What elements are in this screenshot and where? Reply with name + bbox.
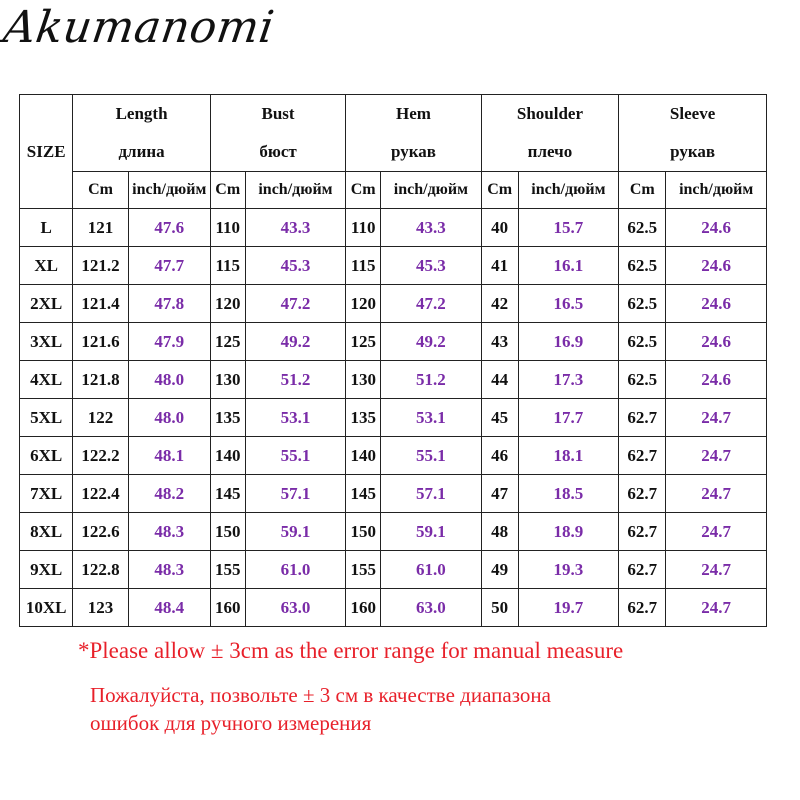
cm-value-cell: 62.5 [619,285,666,323]
group-label-en: Length [115,104,168,123]
unit-inch-header: inch/дюйм [128,172,210,209]
inch-value-cell: 47.6 [128,209,210,247]
cm-value-cell: 62.7 [619,513,666,551]
cm-value-cell: 121.2 [73,247,128,285]
inch-value-cell: 45.3 [381,247,482,285]
inch-value-cell: 16.5 [518,285,619,323]
inch-value-cell: 24.7 [666,589,767,627]
size-cell: 3XL [20,323,73,361]
inch-value-cell: 47.8 [128,285,210,323]
inch-value-cell: 48.1 [128,437,210,475]
inch-value-cell: 24.7 [666,399,767,437]
cm-value-cell: 123 [73,589,128,627]
cm-value-cell: 62.7 [619,399,666,437]
error-range-note-russian [90,681,551,737]
cm-value-cell: 140 [346,437,381,475]
group-header-shoulder [481,95,618,172]
cm-value-cell: 155 [210,551,245,589]
russian-note-line: ошибок для ручного измерения [90,711,372,735]
inch-value-cell: 19.7 [518,589,619,627]
cm-value-cell: 145 [210,475,245,513]
group-header-bust [210,95,345,172]
unit-inch-header: inch/дюйм [666,172,767,209]
group-label-ru: рукав [390,142,436,161]
inch-value-cell: 17.3 [518,361,619,399]
size-row [20,551,767,589]
cm-value-cell: 43 [481,323,518,361]
inch-value-cell: 49.2 [245,323,346,361]
inch-value-cell: 53.1 [245,399,346,437]
unit-cm-header: Cm [619,172,666,209]
group-label-en: Bust [261,104,295,123]
cm-value-cell: 130 [210,361,245,399]
cm-value-cell: 121.6 [73,323,128,361]
cm-value-cell: 62.7 [619,475,666,513]
cm-value-cell: 62.5 [619,323,666,361]
cm-value-cell: 42 [481,285,518,323]
size-cell: 8XL [20,513,73,551]
cm-value-cell: 122.2 [73,437,128,475]
cm-value-cell: 110 [210,209,245,247]
cm-value-cell: 121.4 [73,285,128,323]
cm-value-cell: 160 [210,589,245,627]
inch-value-cell: 61.0 [381,551,482,589]
unit-cm-header: Cm [73,172,128,209]
cm-value-cell: 121 [73,209,128,247]
inch-value-cell: 24.6 [666,209,767,247]
cm-value-cell: 62.7 [619,551,666,589]
inch-value-cell: 16.9 [518,323,619,361]
cm-value-cell: 122.6 [73,513,128,551]
inch-value-cell: 61.0 [245,551,346,589]
inch-value-cell: 51.2 [245,361,346,399]
size-chart-table [19,94,767,627]
cm-value-cell: 47 [481,475,518,513]
size-cell: 9XL [20,551,73,589]
cm-value-cell: 122 [73,399,128,437]
cm-value-cell: 115 [210,247,245,285]
group-header-sleeve [619,95,767,172]
cm-value-cell: 40 [481,209,518,247]
cm-value-cell: 122.4 [73,475,128,513]
size-cell: XL [20,247,73,285]
inch-value-cell: 24.6 [666,247,767,285]
inch-value-cell: 48.0 [128,399,210,437]
group-label-en: Shoulder [516,104,583,123]
inch-value-cell: 47.2 [381,285,482,323]
size-row [20,437,767,475]
cm-value-cell: 110 [346,209,381,247]
group-label-en: Hem [396,104,431,123]
cm-value-cell: 122.8 [73,551,128,589]
cm-value-cell: 49 [481,551,518,589]
group-header-hem [346,95,481,172]
inch-value-cell: 57.1 [245,475,346,513]
cm-value-cell: 135 [210,399,245,437]
inch-value-cell: 47.7 [128,247,210,285]
russian-note-line: Пожалуйста, позвольте ± 3 см в качестве диапазона [90,683,551,707]
inch-value-cell: 19.3 [518,551,619,589]
cm-value-cell: 120 [346,285,381,323]
size-row [20,285,767,323]
inch-value-cell: 24.7 [666,437,767,475]
cm-value-cell: 140 [210,437,245,475]
inch-value-cell: 48.0 [128,361,210,399]
size-cell: 4XL [20,361,73,399]
cm-value-cell: 62.5 [619,209,666,247]
size-cell: L [20,209,73,247]
inch-value-cell: 59.1 [381,513,482,551]
unit-cm-header: Cm [346,172,381,209]
cm-value-cell: 45 [481,399,518,437]
group-label-ru: рукав [670,142,716,161]
cm-value-cell: 62.5 [619,247,666,285]
cm-value-cell: 125 [346,323,381,361]
inch-value-cell: 24.6 [666,285,767,323]
group-label-en: Sleeve [669,104,716,123]
size-row [20,247,767,285]
cm-value-cell: 62.7 [619,437,666,475]
group-header-length [73,95,210,172]
inch-value-cell: 53.1 [381,399,482,437]
unit-cm-header: Cm [481,172,518,209]
cm-value-cell: 115 [346,247,381,285]
cm-value-cell: 44 [481,361,518,399]
inch-value-cell: 18.5 [518,475,619,513]
size-cell: 7XL [20,475,73,513]
inch-value-cell: 63.0 [381,589,482,627]
cm-value-cell: 50 [481,589,518,627]
inch-value-cell: 48.3 [128,513,210,551]
cm-value-cell: 150 [346,513,381,551]
size-row [20,399,767,437]
inch-value-cell: 16.1 [518,247,619,285]
unit-inch-header: inch/дюйм [245,172,346,209]
unit-inch-header: inch/дюйм [518,172,619,209]
cm-value-cell: 125 [210,323,245,361]
inch-value-cell: 17.7 [518,399,619,437]
inch-value-cell: 24.6 [666,361,767,399]
inch-value-cell: 47.9 [128,323,210,361]
size-row [20,475,767,513]
size-cell: 2XL [20,285,73,323]
size-row [20,361,767,399]
cm-value-cell: 160 [346,589,381,627]
cm-value-cell: 135 [346,399,381,437]
inch-value-cell: 24.6 [666,323,767,361]
unit-cm-header: Cm [210,172,245,209]
inch-value-cell: 24.7 [666,513,767,551]
size-row [20,589,767,627]
inch-value-cell: 48.4 [128,589,210,627]
inch-value-cell: 48.2 [128,475,210,513]
inch-value-cell: 43.3 [245,209,346,247]
cm-value-cell: 150 [210,513,245,551]
group-label-ru: бюст [259,142,297,161]
group-label-ru: длина [118,142,165,161]
inch-value-cell: 48.3 [128,551,210,589]
inch-value-cell: 24.7 [666,475,767,513]
inch-value-cell: 59.1 [245,513,346,551]
group-label-ru: плечо [527,142,573,161]
error-range-note-english: *Please allow ± 3cm as the error range for manual measure [78,638,624,663]
cm-value-cell: 130 [346,361,381,399]
size-cell: 5XL [20,399,73,437]
inch-value-cell: 57.1 [381,475,482,513]
size-cell: 10XL [20,589,73,627]
inch-value-cell: 63.0 [245,589,346,627]
inch-value-cell: 45.3 [245,247,346,285]
brand-logo: Akumanomi [0,2,278,53]
cm-value-cell: 155 [346,551,381,589]
inch-value-cell: 18.1 [518,437,619,475]
inch-value-cell: 55.1 [381,437,482,475]
inch-value-cell: 49.2 [381,323,482,361]
inch-value-cell: 55.1 [245,437,346,475]
size-row [20,513,767,551]
inch-value-cell: 47.2 [245,285,346,323]
size-table-body [20,209,767,627]
cm-value-cell: 41 [481,247,518,285]
cm-value-cell: 62.5 [619,361,666,399]
cm-value-cell: 145 [346,475,381,513]
group-header-row [20,95,767,172]
inch-value-cell: 43.3 [381,209,482,247]
size-row [20,323,767,361]
size-row [20,209,767,247]
size-header: SIZE [20,95,73,209]
cm-value-cell: 62.7 [619,589,666,627]
size-cell: 6XL [20,437,73,475]
unit-header-row [20,172,767,209]
cm-value-cell: 46 [481,437,518,475]
inch-value-cell: 18.9 [518,513,619,551]
inch-value-cell: 51.2 [381,361,482,399]
cm-value-cell: 121.8 [73,361,128,399]
inch-value-cell: 15.7 [518,209,619,247]
unit-inch-header: inch/дюйм [381,172,482,209]
cm-value-cell: 48 [481,513,518,551]
inch-value-cell: 24.7 [666,551,767,589]
cm-value-cell: 120 [210,285,245,323]
